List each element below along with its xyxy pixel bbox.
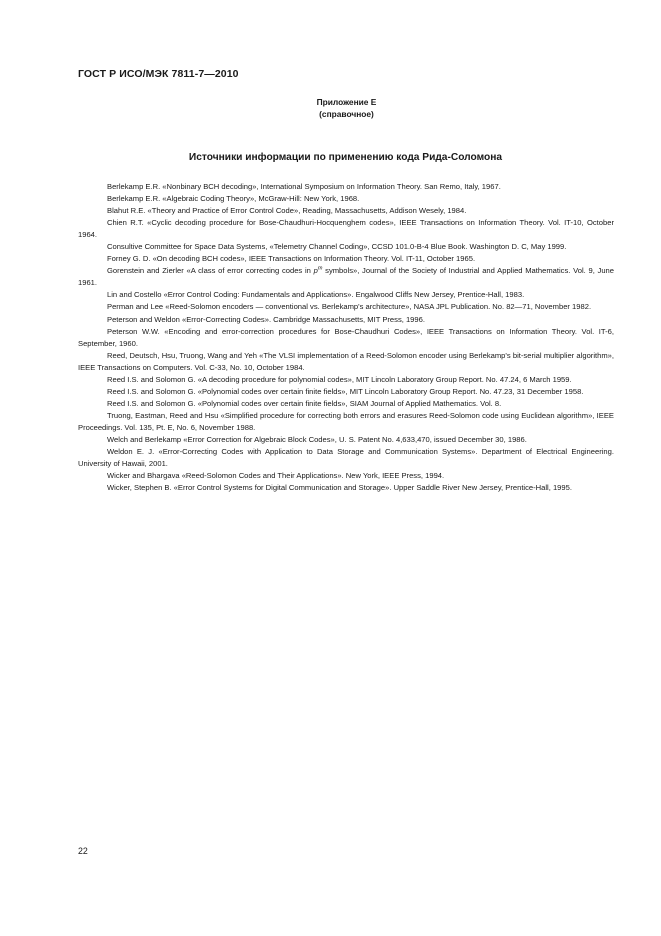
reference-item: Perman and Lee «Reed-Solomon encoders — conventional vs. Berlekamp's architecture», NASA JPL Publication. No. 82—71, November 1982. — [107, 302, 592, 312]
reference-item: Reed I.S. and Solomon G. «A decoding procedure for polynomial codes», MIT Lincoln Laboratory Group Report. No. 47.24, 6 March 1959. — [107, 374, 572, 384]
reference-item: Reed I.S. and Solomon G. «Polynomial codes over certain finite fields», MIT Lincoln Laboratory Group Report. No. 47.23, 31 December 1958. — [107, 386, 584, 396]
reference-item: Peterson W.W. «Encoding and error-correction procedures for Bose-Chaudhuri Codes», IEEE Transactions on Information Theory. Vol. IT-6, September, 1960. — [78, 326, 614, 348]
reference-item: Reed I.S. and Solomon G. «Polynomial codes over certain finite fields», SIAM Journal of Applied Mathematics. Vol. 8. — [107, 398, 502, 408]
section-title: Источники информации по применению кода Рида-Соломона — [188, 152, 503, 163]
reference-item: Berlekamp E.R. «Algebraic Coding Theory», McGraw-Hill: New York, 1968. — [107, 194, 360, 204]
page-number: 22 — [78, 846, 88, 856]
reference-item: Welch and Berlekamp «Error Correction for Algebraic Block Codes», U. S. Patent No. 4,633,470, issued December 30, 1986. — [107, 434, 527, 444]
reference-item: Blahut R.E. «Theory and Practice of Error Control Code», Reading, Massachusetts, Addison Wesely, 1984. — [107, 206, 467, 216]
document-code: ГОСТ Р ИСО/МЭК 7811-7—2010 — [78, 68, 239, 80]
reference-item: Peterson and Weldon «Error-Correcting Codes». Cambridge Massachusetts, MIT Press, 1996. — [107, 314, 425, 324]
reference-item: Weldon E. J. «Error-Correcting Codes with Application to Data Storage and Communication Systems». Department of Electrical Engineering. University of Hawaii, 2001. — [78, 447, 614, 469]
reference-item: Chien R.T. «Cyclic decoding procedure for Bose-Chaudhuri-Hocquenghem codes», IEEE Transactions on Information Theory. Vol. IT-10, October 1964. — [78, 218, 614, 240]
formula-base: p — [313, 266, 318, 276]
reference-item: Wicker, Stephen B. «Error Control Systems for Digital Communication and Storage». Upper Saddle River New Jersey, Prentice-Hall, 1995. — [107, 483, 572, 493]
appendix-subtitle: (справочное) — [319, 109, 374, 119]
reference-text: symbols», Journal of the Society of Industrial and Applied Mathematics. Vol. 9, June 1961. — [78, 266, 615, 288]
reference-item-gorenstein — [78, 265, 614, 289]
reference-list — [78, 181, 614, 494]
formula-exponent: m — [317, 265, 323, 272]
reference-item: Berlekamp E.R. «Nonbinary BCH decoding», International Symposium on Information Theory. San Remo, Italy, 1967. — [107, 182, 501, 191]
reference-item: Truong, Eastman, Reed and Hsu «Simplified procedure for correcting both errors and erasures Reed-Solomon code using Euclidean algorithm», IEEE Proceedings. Vol. 135, Pt. E, No. 6, November 1988. — [78, 410, 614, 432]
appendix-heading — [0, 96, 661, 120]
reference-item: Wicker and Bhargava «Reed-Solomon Codes and Their Applications». New York, IEEE Press, 1994. — [107, 471, 445, 481]
reference-item: Consultive Committee for Space Data Systems, «Telemetry Channel Coding», CCSD 101.0-B-4 Blue Book. Washington D. C, May 1999. — [107, 242, 567, 252]
reference-text: Gorenstein and Zierler «A class of error correcting codes in — [107, 266, 314, 276]
reference-item: Forney G. D. «On decoding BCH codes», IEEE Transactions on Information Theory. Vol. IT-11, October 1965. — [107, 254, 476, 264]
reference-item: Lin and Costello «Error Control Coding: Fundamentals and Applications». Engalwood Cliffs New Jersey, Prentice-Hall, 1983. — [107, 290, 525, 300]
reference-item: Reed, Deutsch, Hsu, Truong, Wang and Yeh «The VLSI implementation of a Reed-Solomon encoder using Berlekamp's bit-serial multiplier algorithm», IEEE Transactions on Computers. Vol. C-33, No. 10, October 1984. — [78, 350, 614, 372]
appendix-title: Приложение Е — [316, 97, 377, 107]
